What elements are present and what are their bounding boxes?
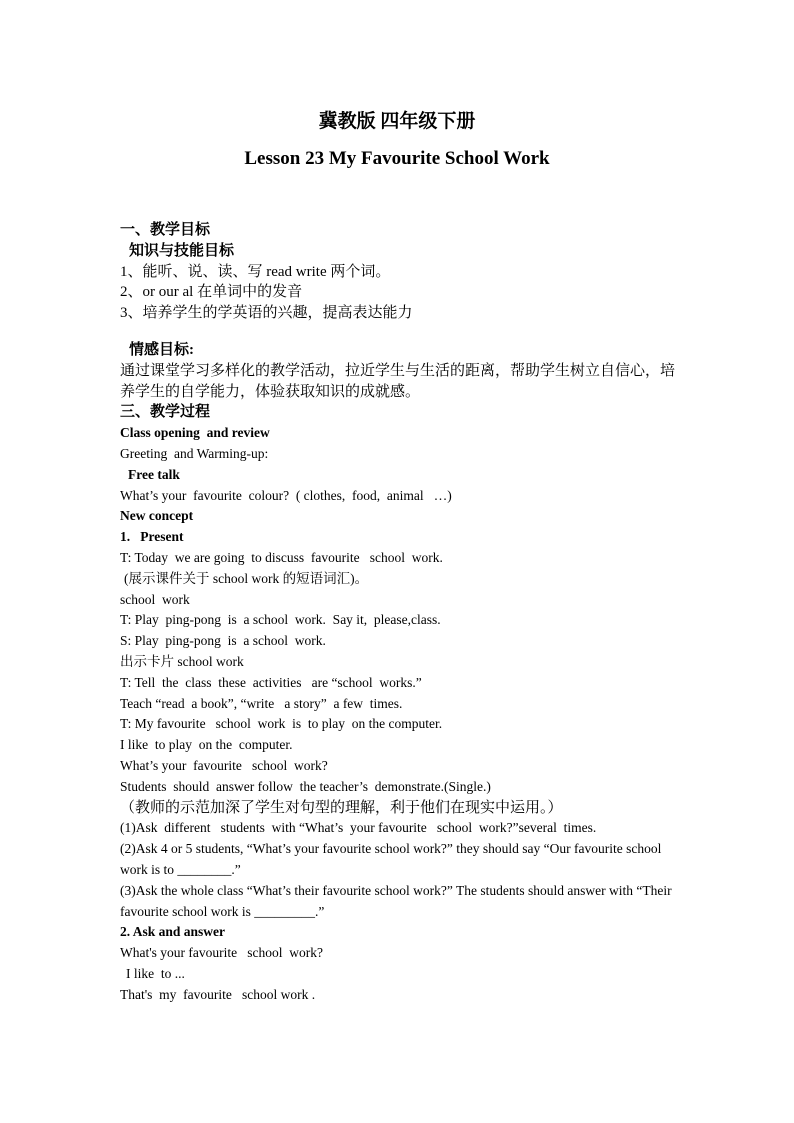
objective-item-3: 3、培养学生的学英语的兴趣，提高表达能力 — [120, 305, 413, 322]
text-line: (3)Ask the whole class “What’s their favourite school work?” The students should answer with “Their favourite school work is _________.” — [120, 882, 672, 919]
text-line: (展示课件关于 school work 的短语词汇)。 — [124, 570, 369, 586]
text-line: T: My favourite school work is to play on the computer. — [120, 716, 443, 732]
objective-item-1: 1、能听、说、读、写 read write 两个词。 — [120, 263, 391, 280]
step-heading-free-talk: Free talk — [128, 466, 180, 482]
text-line: What’s your favourite school work? — [120, 757, 328, 773]
text-line: S: Play ping-pong is a school work. — [120, 633, 326, 649]
text-line: 出示卡片 school work — [120, 653, 244, 669]
step-heading-ask-answer: 2. Ask and answer — [120, 924, 226, 940]
step-heading-opening: Class opening and review — [120, 425, 270, 441]
text-line: What's your favourite school work? — [120, 945, 324, 961]
text-line: Teach “read a book”, “write a story” a few times. — [120, 695, 403, 711]
subheading-knowledge-skills: 知识与技能目标 — [129, 242, 235, 259]
text-line: What’s your favourite colour? ( clothes, food, animal …) — [120, 487, 452, 503]
lesson-title: Lesson 23 My Favourite School Work — [244, 148, 550, 169]
text-line: T: Today we are going to discuss favourite school work. — [120, 549, 443, 565]
step-heading-new-concept: New concept — [120, 508, 194, 524]
text-line: T: Tell the class these activities are “school works.” — [120, 674, 422, 690]
section-heading-objectives: 一、教学目标 — [120, 222, 211, 238]
step-heading-present: 1. Present — [120, 529, 184, 545]
text-line: (2)Ask 4 or 5 students, “What’s your favourite school work?” they should say “Our favourite school work is to ________.” — [120, 841, 662, 877]
objective-item-2: 2、or our al 在单词中的发音 — [120, 284, 303, 301]
text-line: Students should answer follow the teacher’s demonstrate.(Single.) — [120, 778, 491, 794]
text-line: (1)Ask different students with “What’s your favourite school work?”several times. — [120, 820, 597, 836]
text-line: school work — [120, 591, 190, 607]
text-line: Greeting and Warming-up: — [120, 445, 269, 461]
lesson-plan-body — [120, 220, 680, 1005]
text-line: That's my favourite school work . — [120, 986, 316, 1002]
text-line: I like to play on the computer. — [120, 737, 293, 753]
section-heading-process: 三、教学过程 — [120, 404, 211, 421]
emotional-goals-text: 通过课堂学习多样化的教学活动，拉近学生与生活的距离，帮助学生树立自信心，培养学生的自学能力，体验获取知识的成就感。 — [120, 362, 676, 400]
subheading-emotional-goals: 情感目标: — [129, 341, 194, 358]
text-line: （教师的示范加深了学生对句型的理解，利于他们在现实中运用。） — [120, 799, 563, 816]
text-line: I like to ... — [126, 965, 185, 981]
text-line: T: Play ping-pong is a school work. Say it, please,class. — [120, 612, 441, 628]
document-title: 冀教版 四年级下册 — [318, 111, 476, 132]
